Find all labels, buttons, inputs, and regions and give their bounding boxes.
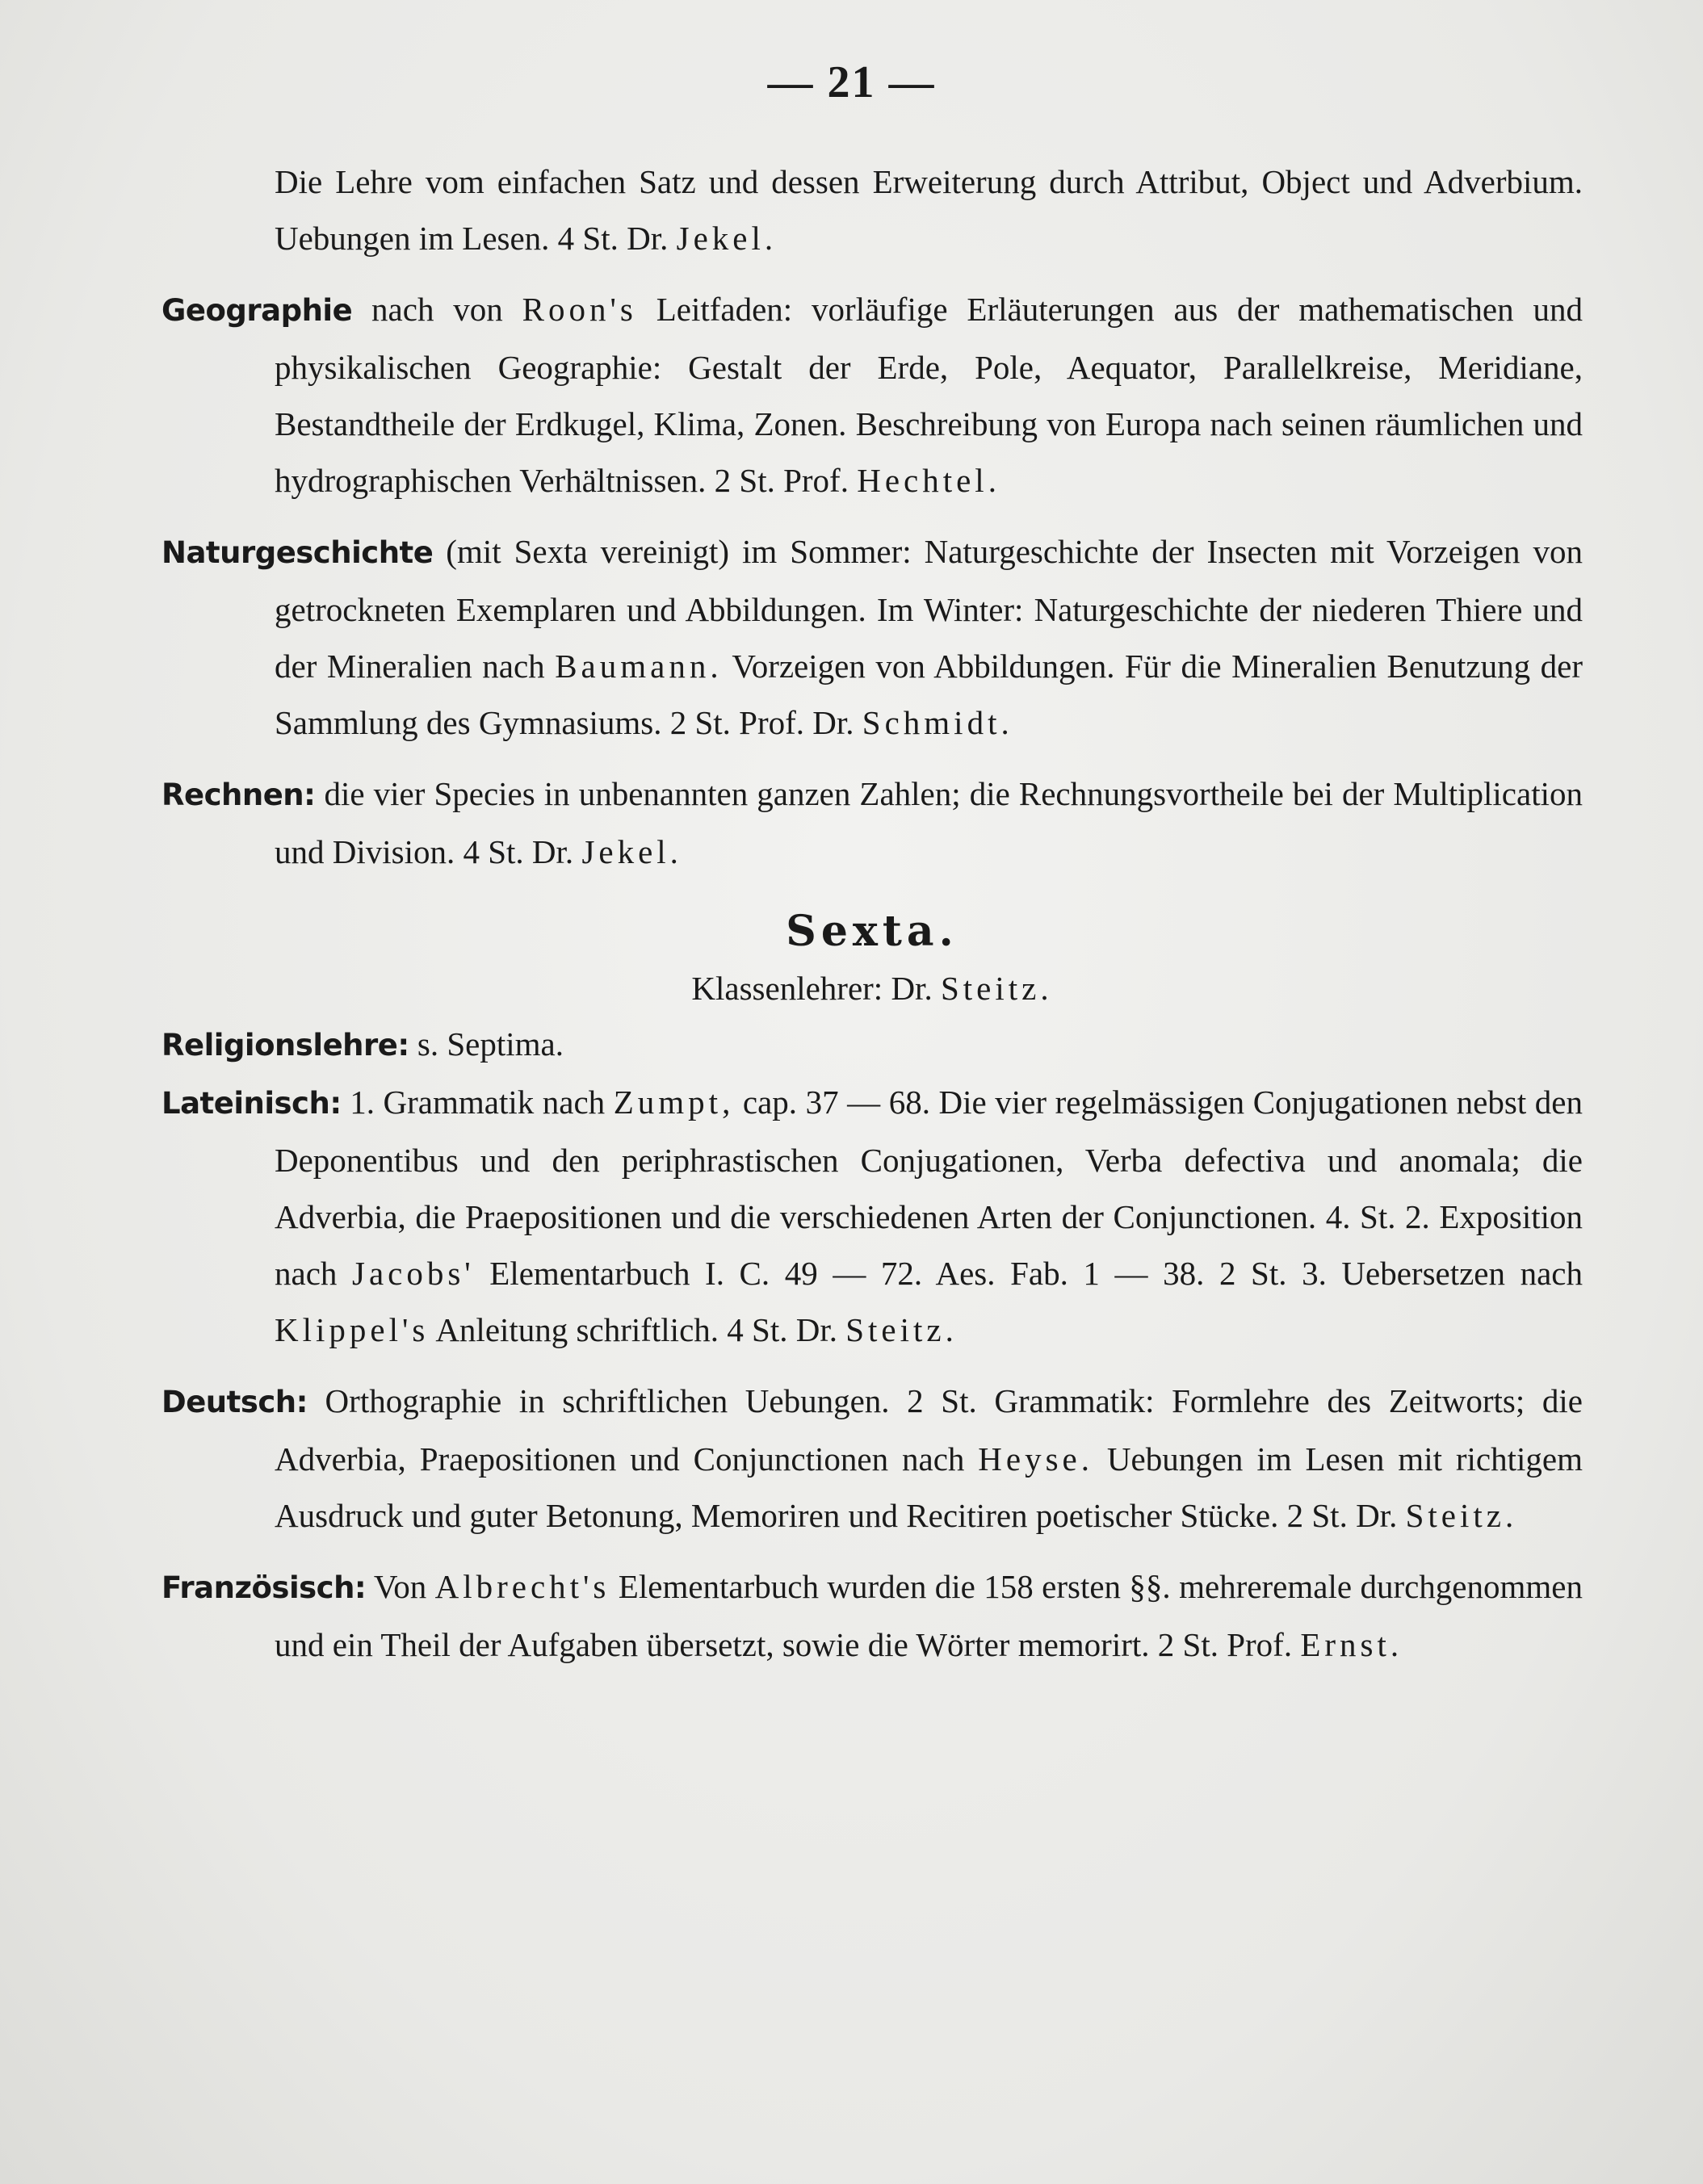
page-number: — 21 — (767, 57, 936, 107)
subject-label-franzoesisch: Französisch: (161, 1570, 367, 1605)
subject-label-religionslehre: Religionslehre: (161, 1028, 409, 1063)
continuation-text: Die Lehre vom einfachen Satz und dessen Erweiterung durch Attribut, Object und Adverbium. Uebungen im Lesen. 4 St. Dr. (275, 163, 1583, 257)
author-name: Jacobs' (352, 1255, 475, 1292)
author-name: Albrecht's (434, 1568, 610, 1605)
teacher-name: Hechtel. (857, 462, 1000, 499)
author-name: Heyse. (978, 1440, 1094, 1478)
entry-lateinisch: Lateinisch: 1. Grammatik nach Zumpt, cap. 37 — 68. Die vier regelmässigen Conjugationen nebst den Deponentibus und den periphrastischen Conjugationen, Verba defectiva und anomala; die Adverbia, die Praepositionen und die verschiedenen Arten der Conjunctionen. 4. St. 2. Exposition nach Jacobs' Elementarbuch I. C. 49 — 72. Aes. Fab. 1 — 38. 2 St. 3. Uebersetzen nach Klippel's Anleitung schriftlich. 4 St. Dr. Steitz. (161, 1084, 1583, 1348)
subject-label-rechnen: Rechnen: (161, 778, 316, 812)
entry-religionslehre: Religionslehre: s. Septima. (161, 1025, 564, 1063)
teacher-name: Ernst. (1300, 1626, 1403, 1663)
teacher-name: Jekel. (581, 833, 682, 870)
subject-label-geographie: Geographie (161, 293, 353, 328)
entry-franzoesisch: Französisch: Von Albrecht's Elementarbuch wurden die 158 ersten §§. mehreremale durchgenommen und ein Theil der Aufgaben übersetzt, sowie die Wörter memorirt. 2 St. Prof. Ernst. (161, 1568, 1583, 1663)
section-title-sexta: Sexta. (786, 907, 958, 956)
author-name: Roon's (522, 291, 637, 328)
teacher-name: Steitz. (1405, 1497, 1518, 1534)
author-name: Baumann. (555, 648, 723, 685)
page-body (161, 153, 1583, 1673)
author-name: Klippel's (275, 1311, 430, 1348)
subject-label-lateinisch: Lateinisch: (161, 1086, 342, 1121)
class-teacher-line: Klassenlehrer: Dr. Steitz. (691, 970, 1053, 1007)
entry-deutsch: Deutsch: Orthographie in schriftlichen Uebungen. 2 St. Grammatik: Formlehre des Zeitworts; die Adverbia, Praepositionen und Conjunctionen nach Heyse. Uebungen im Lesen mit richtigem Ausdruck und guter Betonung, Memoriren und Recitiren poetischer Stücke. 2 St. Dr. Steitz. (161, 1382, 1583, 1534)
teacher-name: Schmidt. (862, 704, 1013, 741)
continuation-paragraph (161, 153, 1583, 266)
teacher-name: Steitz. (845, 1311, 958, 1348)
subject-label-deutsch: Deutsch: (161, 1385, 308, 1419)
author-name: Zumpt, (613, 1084, 735, 1121)
subject-label-naturgeschichte: Naturgeschichte (161, 535, 434, 570)
entry-rechnen: Rechnen: die vier Species in unbenannten ganzen Zahlen; die Rechnungsvortheile bei der Multiplication und Division. 4 St. Dr. Jekel. (161, 775, 1583, 870)
teacher-name: Jekel. (676, 220, 778, 257)
entry-naturgeschichte: Naturgeschichte (mit Sexta vereinigt) im Sommer: Naturgeschichte der Insecten mit Vorzeigen von getrockneten Exemplaren und Abbildungen. Im Winter: Naturgeschichte der niederen Thiere und der Mineralien nach Baumann. Vorzeigen von Abbildungen. Für die Mineralien Benutzung der Sammlung des Gymnasiums. 2 St. Prof. Dr. Schmidt. (161, 533, 1583, 741)
teacher-name: Steitz. (940, 970, 1053, 1007)
entry-geographie: Geographie nach von Roon's Leitfaden: vorläufige Erläuterungen aus der mathematischen und physikalischen Geographie: Gestalt der Erde, Pole, Aequator, Parallelkreise, Meridiane, Bestandtheile der Erdkugel, Klima, Zonen. Beschreibung von Europa nach seinen räumlichen und hydrographischen Verhältnissen. 2 St. Prof. Hechtel. (161, 291, 1583, 499)
